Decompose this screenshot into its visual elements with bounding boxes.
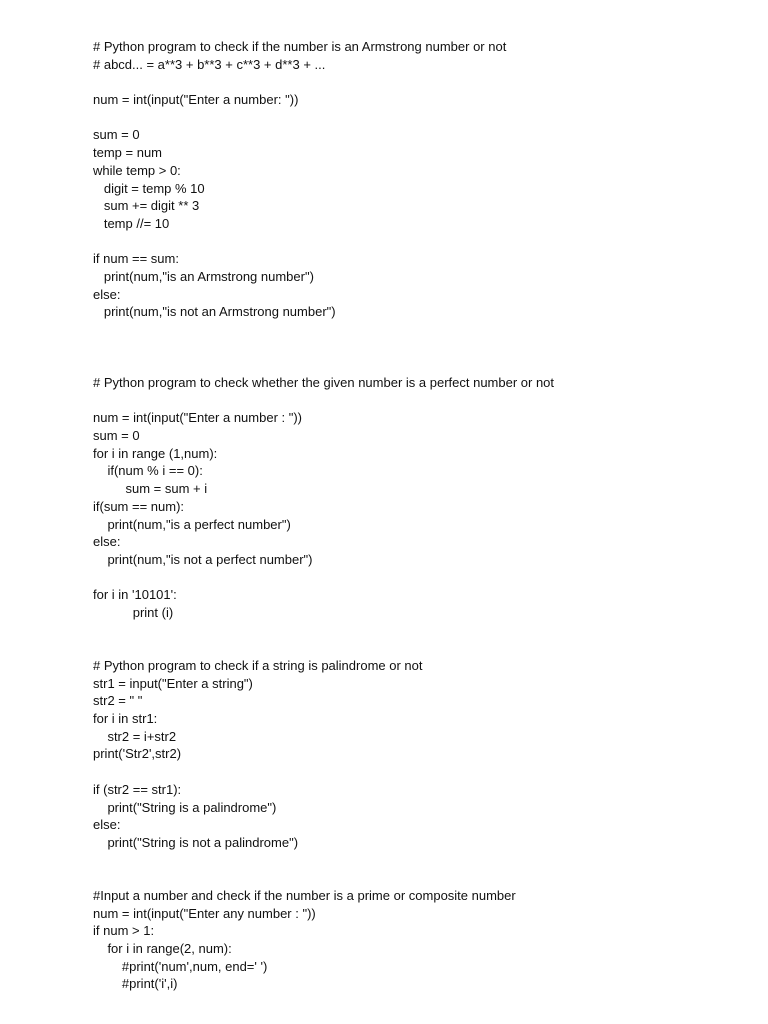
code-line: print(num,"is a perfect number") bbox=[93, 516, 291, 532]
code-line: str1 = input("Enter a string") bbox=[93, 675, 253, 691]
code-line: for i in str1: bbox=[93, 711, 158, 727]
code-line: temp = num bbox=[93, 145, 163, 161]
code-line: sum = 0 bbox=[93, 127, 140, 143]
code-line: #Input a number and check if the number is a prime or composite number bbox=[93, 888, 516, 903]
code-line: num = int(input("Enter a number : ")) bbox=[93, 410, 303, 426]
code-line: else: bbox=[93, 286, 121, 302]
code-block-prime-composite bbox=[93, 887, 516, 993]
code-line: if num == sum: bbox=[93, 251, 179, 267]
code-line: else: bbox=[93, 817, 121, 833]
code-line: for i in range(2, num): bbox=[93, 941, 232, 957]
code-line: print (i) bbox=[93, 604, 174, 620]
code-line: print('Str2',str2) bbox=[93, 746, 182, 762]
code-line: else: bbox=[93, 534, 121, 550]
code-line: # Python program to check if a string is palindrome or not bbox=[93, 658, 423, 673]
code-line: # Python program to check if the number is an Armstrong number or not bbox=[93, 39, 507, 54]
code-block-perfect-number bbox=[93, 374, 554, 569]
code-line bbox=[93, 392, 554, 410]
code-line: sum = 0 bbox=[93, 428, 140, 444]
code-line: if (str2 == str1): bbox=[93, 781, 182, 797]
code-block-string-loop bbox=[93, 586, 177, 621]
code-line: if num > 1: bbox=[93, 923, 155, 939]
code-line: print("String is a palindrome") bbox=[93, 799, 277, 815]
code-line: digit = temp % 10 bbox=[93, 180, 205, 196]
code-line: str2 = i+str2 bbox=[93, 728, 177, 744]
code-line: print(num,"is an Armstrong number") bbox=[93, 268, 314, 284]
code-line: for i in '10101': bbox=[93, 587, 177, 602]
code-line: while temp > 0: bbox=[93, 162, 181, 178]
code-line: num = int(input("Enter any number : ")) bbox=[93, 905, 316, 921]
code-line bbox=[93, 233, 506, 251]
code-line: print(num,"is not an Armstrong number") bbox=[93, 304, 336, 320]
code-line: sum = sum + i bbox=[93, 481, 208, 497]
code-block-palindrome bbox=[93, 657, 423, 852]
code-line bbox=[93, 763, 423, 781]
code-line: if(sum == num): bbox=[93, 498, 185, 514]
code-line bbox=[93, 109, 506, 127]
code-line: #print('num',num, end=' ') bbox=[93, 958, 268, 974]
code-line: print("String is not a palindrome") bbox=[93, 834, 299, 850]
code-line: #print('i',i) bbox=[93, 976, 178, 992]
code-line: temp //= 10 bbox=[93, 215, 170, 231]
code-line: print(num,"is not a perfect number") bbox=[93, 551, 313, 567]
code-line: # abcd... = a**3 + b**3 + c**3 + d**3 + ... bbox=[93, 56, 326, 72]
code-line bbox=[93, 73, 506, 91]
code-line: str2 = " " bbox=[93, 693, 143, 709]
code-line: for i in range (1,num): bbox=[93, 445, 218, 461]
code-line: # Python program to check whether the given number is a perfect number or not bbox=[93, 375, 555, 390]
code-line: if(num % i == 0): bbox=[93, 463, 203, 479]
code-block-armstrong bbox=[93, 38, 506, 321]
code-line: sum += digit ** 3 bbox=[93, 198, 200, 214]
code-line: num = int(input("Enter a number: ")) bbox=[93, 92, 299, 108]
